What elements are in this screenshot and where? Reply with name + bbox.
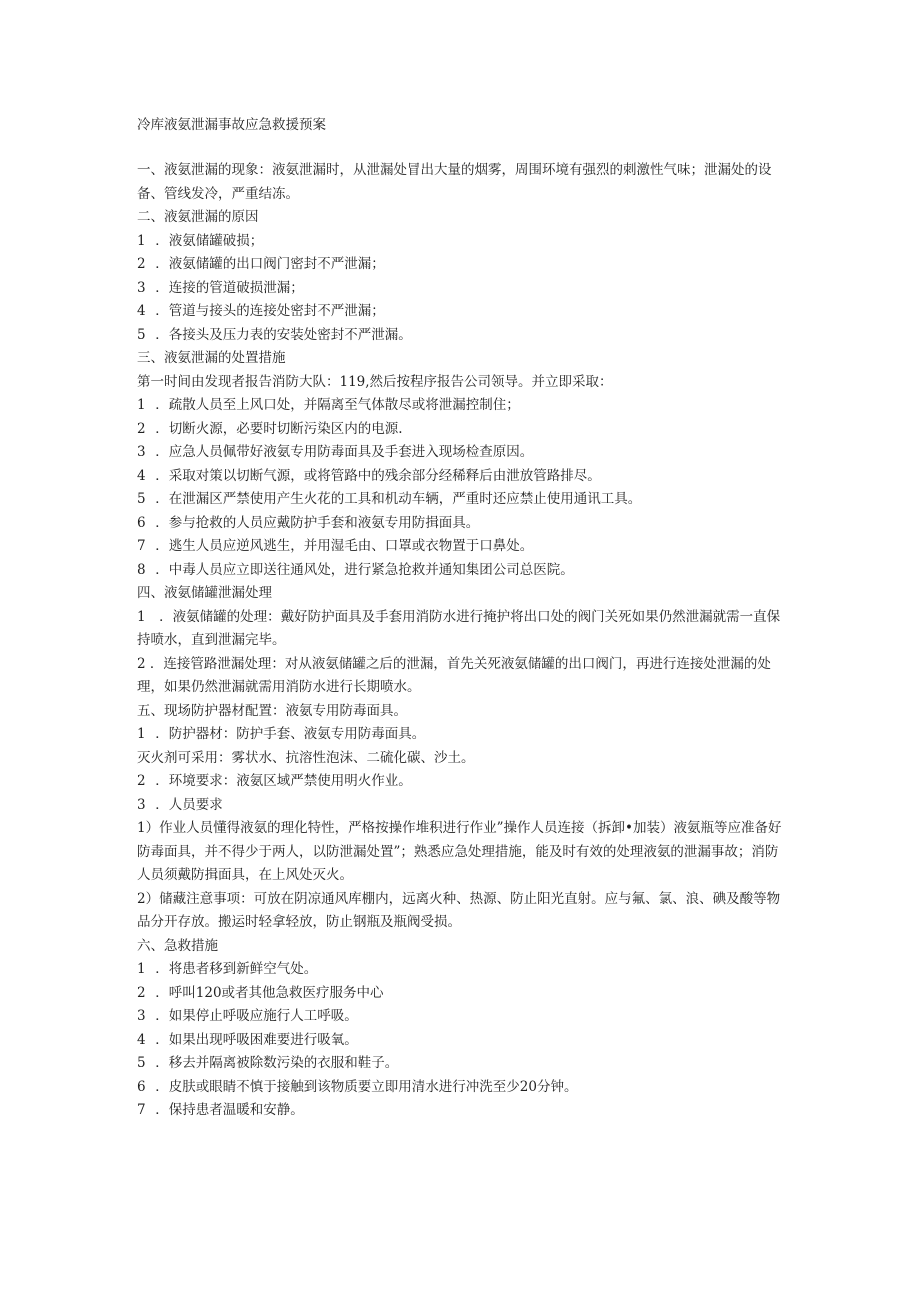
paragraph: 1 ．液氨储罐的处理：戴好防护面具及手套用消防水进行掩护将出口处的阀门关死如果仍然泄漏就需一直保持喷水，直到泄漏完毕。 bbox=[137, 608, 781, 648]
list-item-number: 1 bbox=[137, 726, 146, 742]
list-item bbox=[137, 770, 787, 794]
list-item bbox=[137, 418, 787, 442]
list-item-number: 2 bbox=[137, 256, 146, 272]
list-item bbox=[137, 465, 787, 489]
list-item-number: 2 bbox=[137, 984, 146, 1001]
list-item-text: ．液氨储罐的出口阀门密封不严泄漏； bbox=[151, 256, 385, 272]
list-item-number: 2 bbox=[137, 420, 146, 437]
list-item-number: 5 bbox=[137, 491, 146, 507]
list-item bbox=[137, 559, 787, 583]
paragraph: 一、液氨泄漏的现象：液氨泄漏时，从泄漏处冒出大量的烟雾，周围环境有强烈的刺激性气味；泄漏处的设备、管线发冷，严重结冻。 bbox=[137, 162, 772, 202]
list-item-text: ．连接的管道破损泄漏； bbox=[151, 279, 304, 296]
list-item-text: ．呼叫120或者其他急救医疗服务中心 bbox=[151, 984, 384, 1001]
list-item-text: ．将患者移到新鲜空气处。 bbox=[151, 961, 318, 977]
list-item-text: ．管道与接头的连接处密封不严泄漏； bbox=[151, 303, 385, 319]
list-item bbox=[137, 253, 787, 277]
list-item-text: ．环境要求：液氨区域严禁使用明火作业。 bbox=[151, 773, 412, 789]
list-item bbox=[137, 512, 787, 536]
text-line: 五、现场防护器材配置：液氨专用防毒面具。 bbox=[137, 702, 407, 719]
list-item bbox=[137, 1052, 787, 1076]
list-item bbox=[137, 1099, 787, 1123]
list-item-number: 7 bbox=[137, 1102, 146, 1118]
list-item-text: ．参与抢救的人员应戴防护手套和液氨专用防揖面具。 bbox=[151, 514, 480, 531]
list-item-number: 8 bbox=[137, 561, 146, 578]
text-line: 四、液氨储罐泄漏处理 bbox=[137, 585, 272, 601]
list-item bbox=[137, 277, 787, 301]
list-item-text: ．人员要求 bbox=[151, 796, 223, 813]
list-item bbox=[137, 324, 787, 348]
list-item-text: ．移去并隔离被除数污染的衣服和鞋子。 bbox=[151, 1055, 399, 1071]
list-item-number: 1 bbox=[137, 232, 146, 249]
paragraph: 1）作业人员懂得液氨的理化特性，严格按操作堆积进行作业”操作人员连接（拆卸•加装）液氨瓶等应准备好防毒面具，并不得少于两人，以防泄漏处置”；熟悉应急处理措施，能及时有效的处理液氨的泄漏事故；消防人员须戴防揖面具，在上风处灭火。 bbox=[137, 820, 782, 883]
list-item-number: 4 bbox=[137, 303, 146, 319]
text-line: 第一时间由发现者报告消防大队：119,然后按程序报告公司领导。并立即采取： bbox=[137, 373, 613, 390]
document-body bbox=[137, 113, 787, 1123]
list-item-text: ．在泄漏区严禁使用产生火花的工具和机动车辆，严重时还应禁止使用通讯工具。 bbox=[151, 491, 642, 507]
list-item bbox=[137, 394, 787, 418]
list-item-number: 6 bbox=[137, 514, 146, 531]
list-item bbox=[137, 488, 787, 512]
list-item-number: 3 bbox=[137, 279, 146, 296]
list-item-text: ．切断火源，必要时切断污染区内的电源. bbox=[151, 420, 403, 437]
list-item-text: ．疏散人员至上风口处，并隔离至气体散尽或将泄漏控制住； bbox=[151, 397, 520, 413]
text-line: 二、液氨泄漏的原因 bbox=[137, 209, 259, 225]
list-item-text: ．如果停止呼吸应施行人工呼吸。 bbox=[151, 1008, 358, 1024]
list-item bbox=[137, 723, 787, 747]
list-item bbox=[137, 1076, 787, 1100]
list-item-text: ．各接头及压力表的安装处密封不严泄漏。 bbox=[151, 326, 412, 343]
list-item bbox=[137, 300, 787, 324]
list-item-number: 7 bbox=[137, 538, 146, 554]
text-line: 六、急救措施 bbox=[137, 937, 218, 954]
list-item bbox=[137, 1005, 787, 1029]
list-item bbox=[137, 535, 787, 559]
list-item-number: 2 bbox=[137, 773, 146, 789]
list-item bbox=[137, 441, 787, 465]
list-item-text: ．逃生人员应逆风逃生，并用湿毛由、口罩或衣物置于口鼻处。 bbox=[151, 538, 534, 554]
document-lines bbox=[137, 159, 787, 1123]
list-item-text: ．中毒人员应立即送往通风处，进行紧急抢救并通知集团公司总医院。 bbox=[151, 561, 574, 578]
list-item-number: 6 bbox=[137, 1078, 146, 1095]
list-item-text: ．皮肤或眼睛不慎于接触到该物质要立即用清水进行冲洗至少20分钟。 bbox=[151, 1078, 578, 1095]
list-item bbox=[137, 982, 787, 1006]
list-item-number: 3 bbox=[137, 796, 146, 813]
paragraph: 2 ．连接管路泄漏处理：对从液氨储罐之后的泄漏，首先关死液氨储罐的出口阀门，再进行连接处泄漏的处理，如果仍然泄漏就需用消防水进行长期喷水。 bbox=[137, 655, 771, 695]
document-title: 冷库液氨泄漏事故应急救援预案 bbox=[137, 117, 326, 133]
list-item-number: 3 bbox=[137, 444, 146, 460]
list-item-number: 1 bbox=[137, 961, 146, 977]
text-line: 三、液氨泄漏的处置措施 bbox=[137, 350, 286, 366]
list-item bbox=[137, 230, 787, 254]
list-item-number: 3 bbox=[137, 1008, 146, 1024]
list-item bbox=[137, 1029, 787, 1053]
text-line: 灭火剂可采用：雾状水、抗溶性泡沫、二硫化碳、沙土。 bbox=[137, 749, 475, 766]
list-item bbox=[137, 794, 787, 818]
list-item-text: ．保持患者温暖和安静。 bbox=[151, 1102, 304, 1118]
list-item bbox=[137, 958, 787, 982]
list-item-text: ．应急人员佩带好液氨专用防毒面具及手套进入现场检查原因。 bbox=[151, 444, 534, 460]
list-item-number: 5 bbox=[137, 1055, 146, 1071]
list-item-number: 4 bbox=[137, 467, 146, 484]
list-item-text: ．如果出现呼吸困难要进行吸氧。 bbox=[151, 1031, 358, 1048]
list-item-text: ．采取对策以切断气源，或将管路中的残余部分经稀释后由泄放管路排尽。 bbox=[151, 467, 601, 484]
list-item-text: ．液氨储罐破损； bbox=[151, 232, 264, 249]
list-item-text: ．防护器材：防护手套、液氨专用防毒面具。 bbox=[151, 726, 426, 742]
list-item-number: 1 bbox=[137, 397, 146, 413]
list-item-number: 4 bbox=[137, 1031, 146, 1048]
list-item-number: 5 bbox=[137, 326, 146, 343]
paragraph: 2）储藏注意事项：可放在阴凉通风库棚内，远离火种、热源、防止阳光直射。应与氟、氯、浪、碘及酸等物品分开存放。搬运时轻拿轻放，防止钢瓶及瓶阀受损。 bbox=[137, 890, 781, 930]
